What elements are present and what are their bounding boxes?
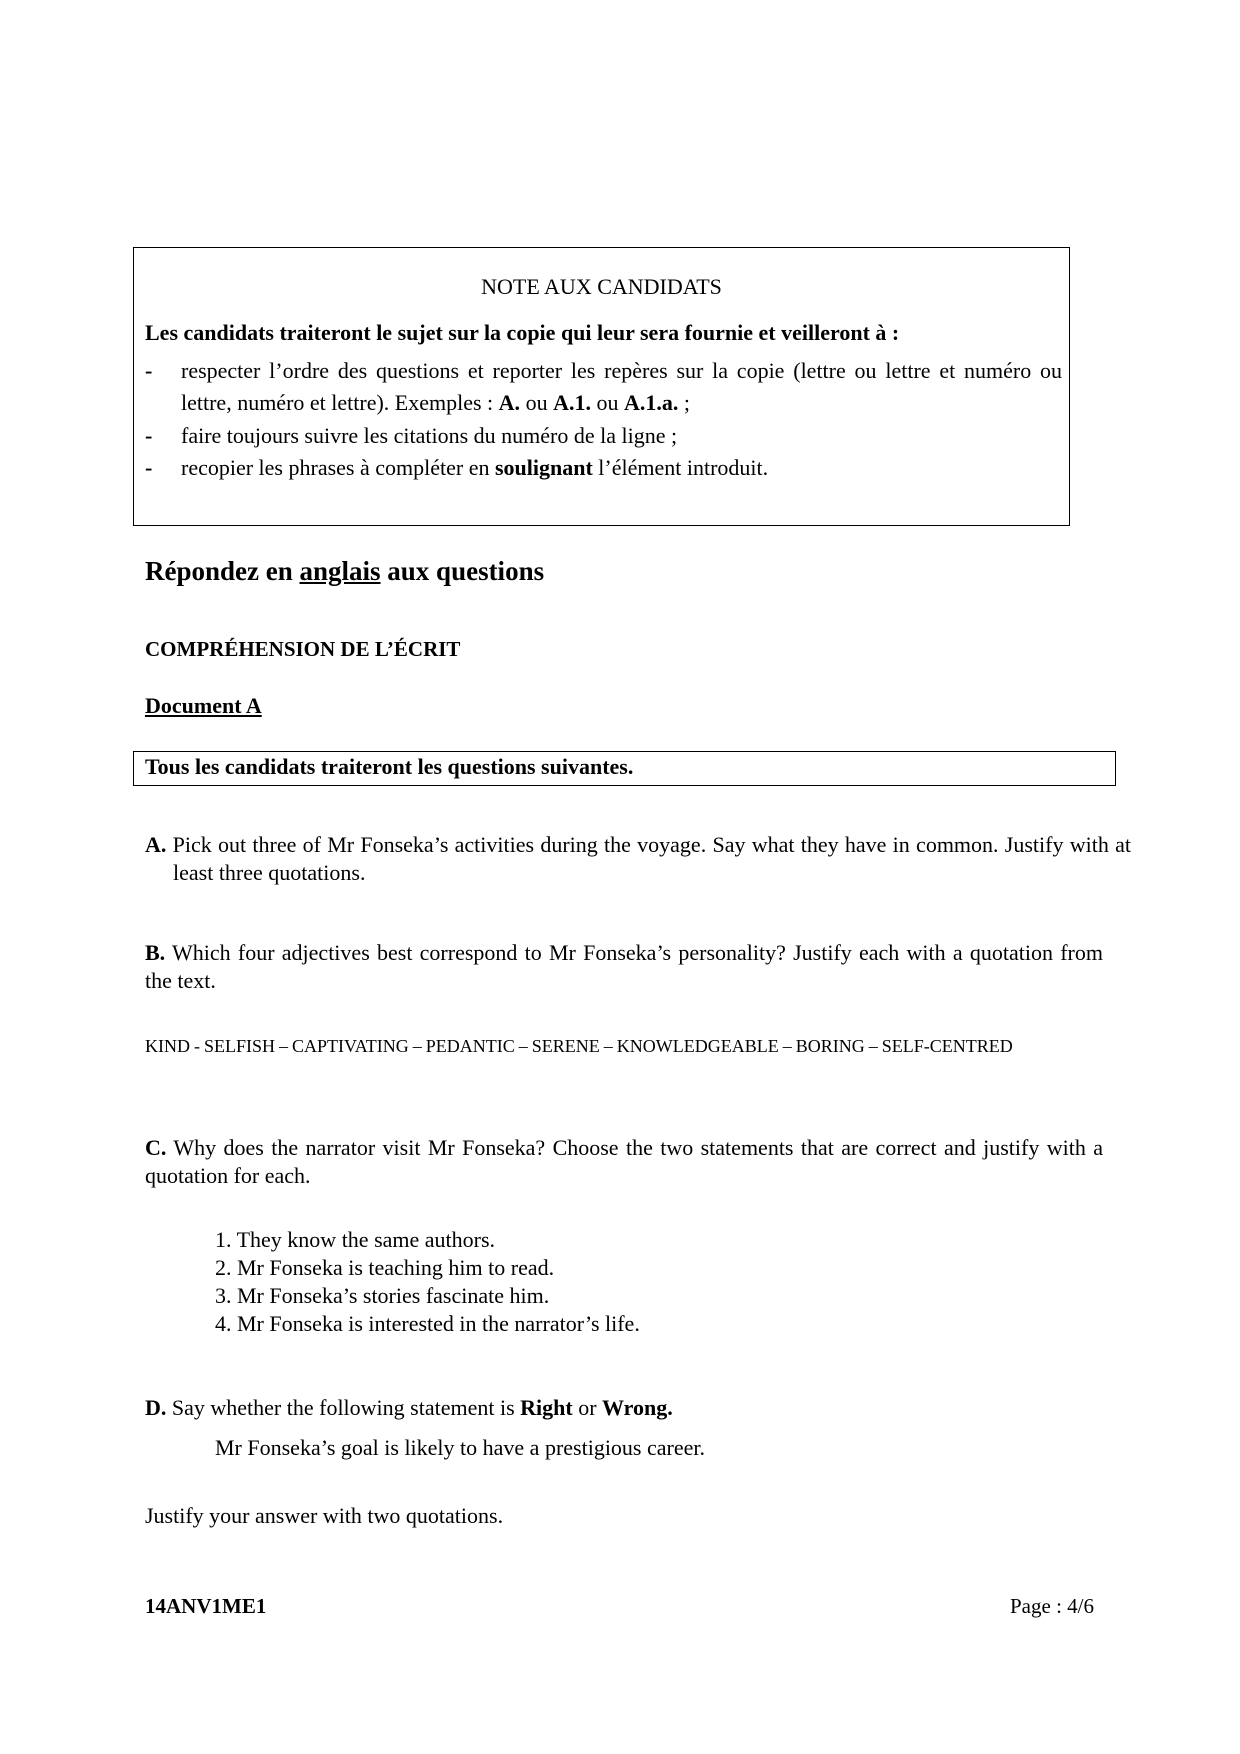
question-d [145,1394,1103,1422]
question-a [145,831,1131,887]
list-item: 1. They know the same authors. [215,1227,496,1252]
list-item: 4. Mr Fonseka is interested in the narrator’s life. [215,1311,640,1336]
rule-text: recopier les phrases à compléter en [181,455,495,480]
question-c [145,1134,1103,1190]
question-b [145,939,1103,995]
question-text: Which four adjectives best correspond to Mr Fonseka’s personality? Justify each with a quotation from the text. [145,940,1103,993]
adjective: SELF-CENTRED [881,1036,1013,1056]
note-rule-2 [145,420,1062,452]
heading-text-end: aux questions [380,556,545,586]
rule-text: respecter l’ordre des questions et reporter les repères sur la copie (lettre ou lettre et numéro ou lettre, numéro et lettre). Exemples : [181,358,1062,415]
rule-separator: ou [520,390,554,415]
rule-separator: ou [590,390,624,415]
example-a: A. [498,390,521,415]
question-label: A. [145,832,167,857]
heading-underlined-word: anglais [299,556,381,586]
rule-dash: - [145,358,153,383]
question-text: Why does the narrator visit Mr Fonseka? Choose the two statements that are correct and justify with a quotation for each. [145,1135,1103,1188]
note-rule-1 [145,355,1062,419]
adjective: KIND [145,1036,190,1056]
justify-instruction: Justify your answer with two quotations. [145,1503,504,1528]
example-a1a: A.1.a. [623,390,679,415]
adjective: SELFISH [204,1036,276,1056]
statement-list [215,1226,640,1338]
section-title: COMPRÉHENSION DE L’ÉCRIT [145,637,461,661]
page-number: Page : 4/6 [1010,1594,1094,1618]
rule-dash: - [145,423,153,448]
rule-text: faire toujours suivre les citations du numéro de la ligne ; [181,423,678,448]
question-label: C. [145,1135,167,1160]
question-text: Say whether the following statement is [166,1395,521,1420]
list-item: 3. Mr Fonseka’s stories fascinate him. [215,1283,550,1308]
right-word: Right [520,1395,573,1420]
rule-dash: - [145,455,153,480]
page-heading [145,556,544,587]
note-rule-3 [145,452,1062,484]
question-text: Pick out three of Mr Fonseka’s activities during the voyage. Say what they have in common. Justify with at least three quotations. [166,832,1131,885]
question-label: D. [145,1395,167,1420]
wrong-word: Wrong. [602,1395,673,1420]
adjective: KNOWLEDGEABLE [616,1036,779,1056]
list-item: 2. Mr Fonseka is teaching him to read. [215,1255,555,1280]
adjective-list: KIND - SELFISH – CAPTIVATING – PEDANTIC – SERENE – KNOWLEDGEABLE – BORING – SELF-CENTRED [145,1036,1013,1056]
adjective: PEDANTIC [425,1036,515,1056]
rule-bold-word: soulignant [494,455,593,480]
adjective: BORING [795,1036,865,1056]
heading-text: Répondez en [145,556,300,586]
question-label: B. [145,940,166,965]
note-intro: Les candidats traiteront le sujet sur la copie qui leur sera fournie et veilleront à : [145,320,900,345]
example-a1: A.1. [553,390,591,415]
rule-text-end: l’élément introduit. [592,455,769,480]
adjective: CAPTIVATING [292,1036,409,1056]
statement-text: Mr Fonseka’s goal is likely to have a prestigious career. [215,1435,705,1460]
rule-end: ; [678,390,690,415]
instruction-text: Tous les candidats traiteront les questions suivantes. [145,754,634,779]
document-title: Document A [145,693,262,718]
adjective: SERENE [531,1036,600,1056]
note-title: NOTE AUX CANDIDATS [481,274,722,299]
or-word: or [572,1395,603,1420]
document-code: 14ANV1ME1 [145,1594,267,1618]
